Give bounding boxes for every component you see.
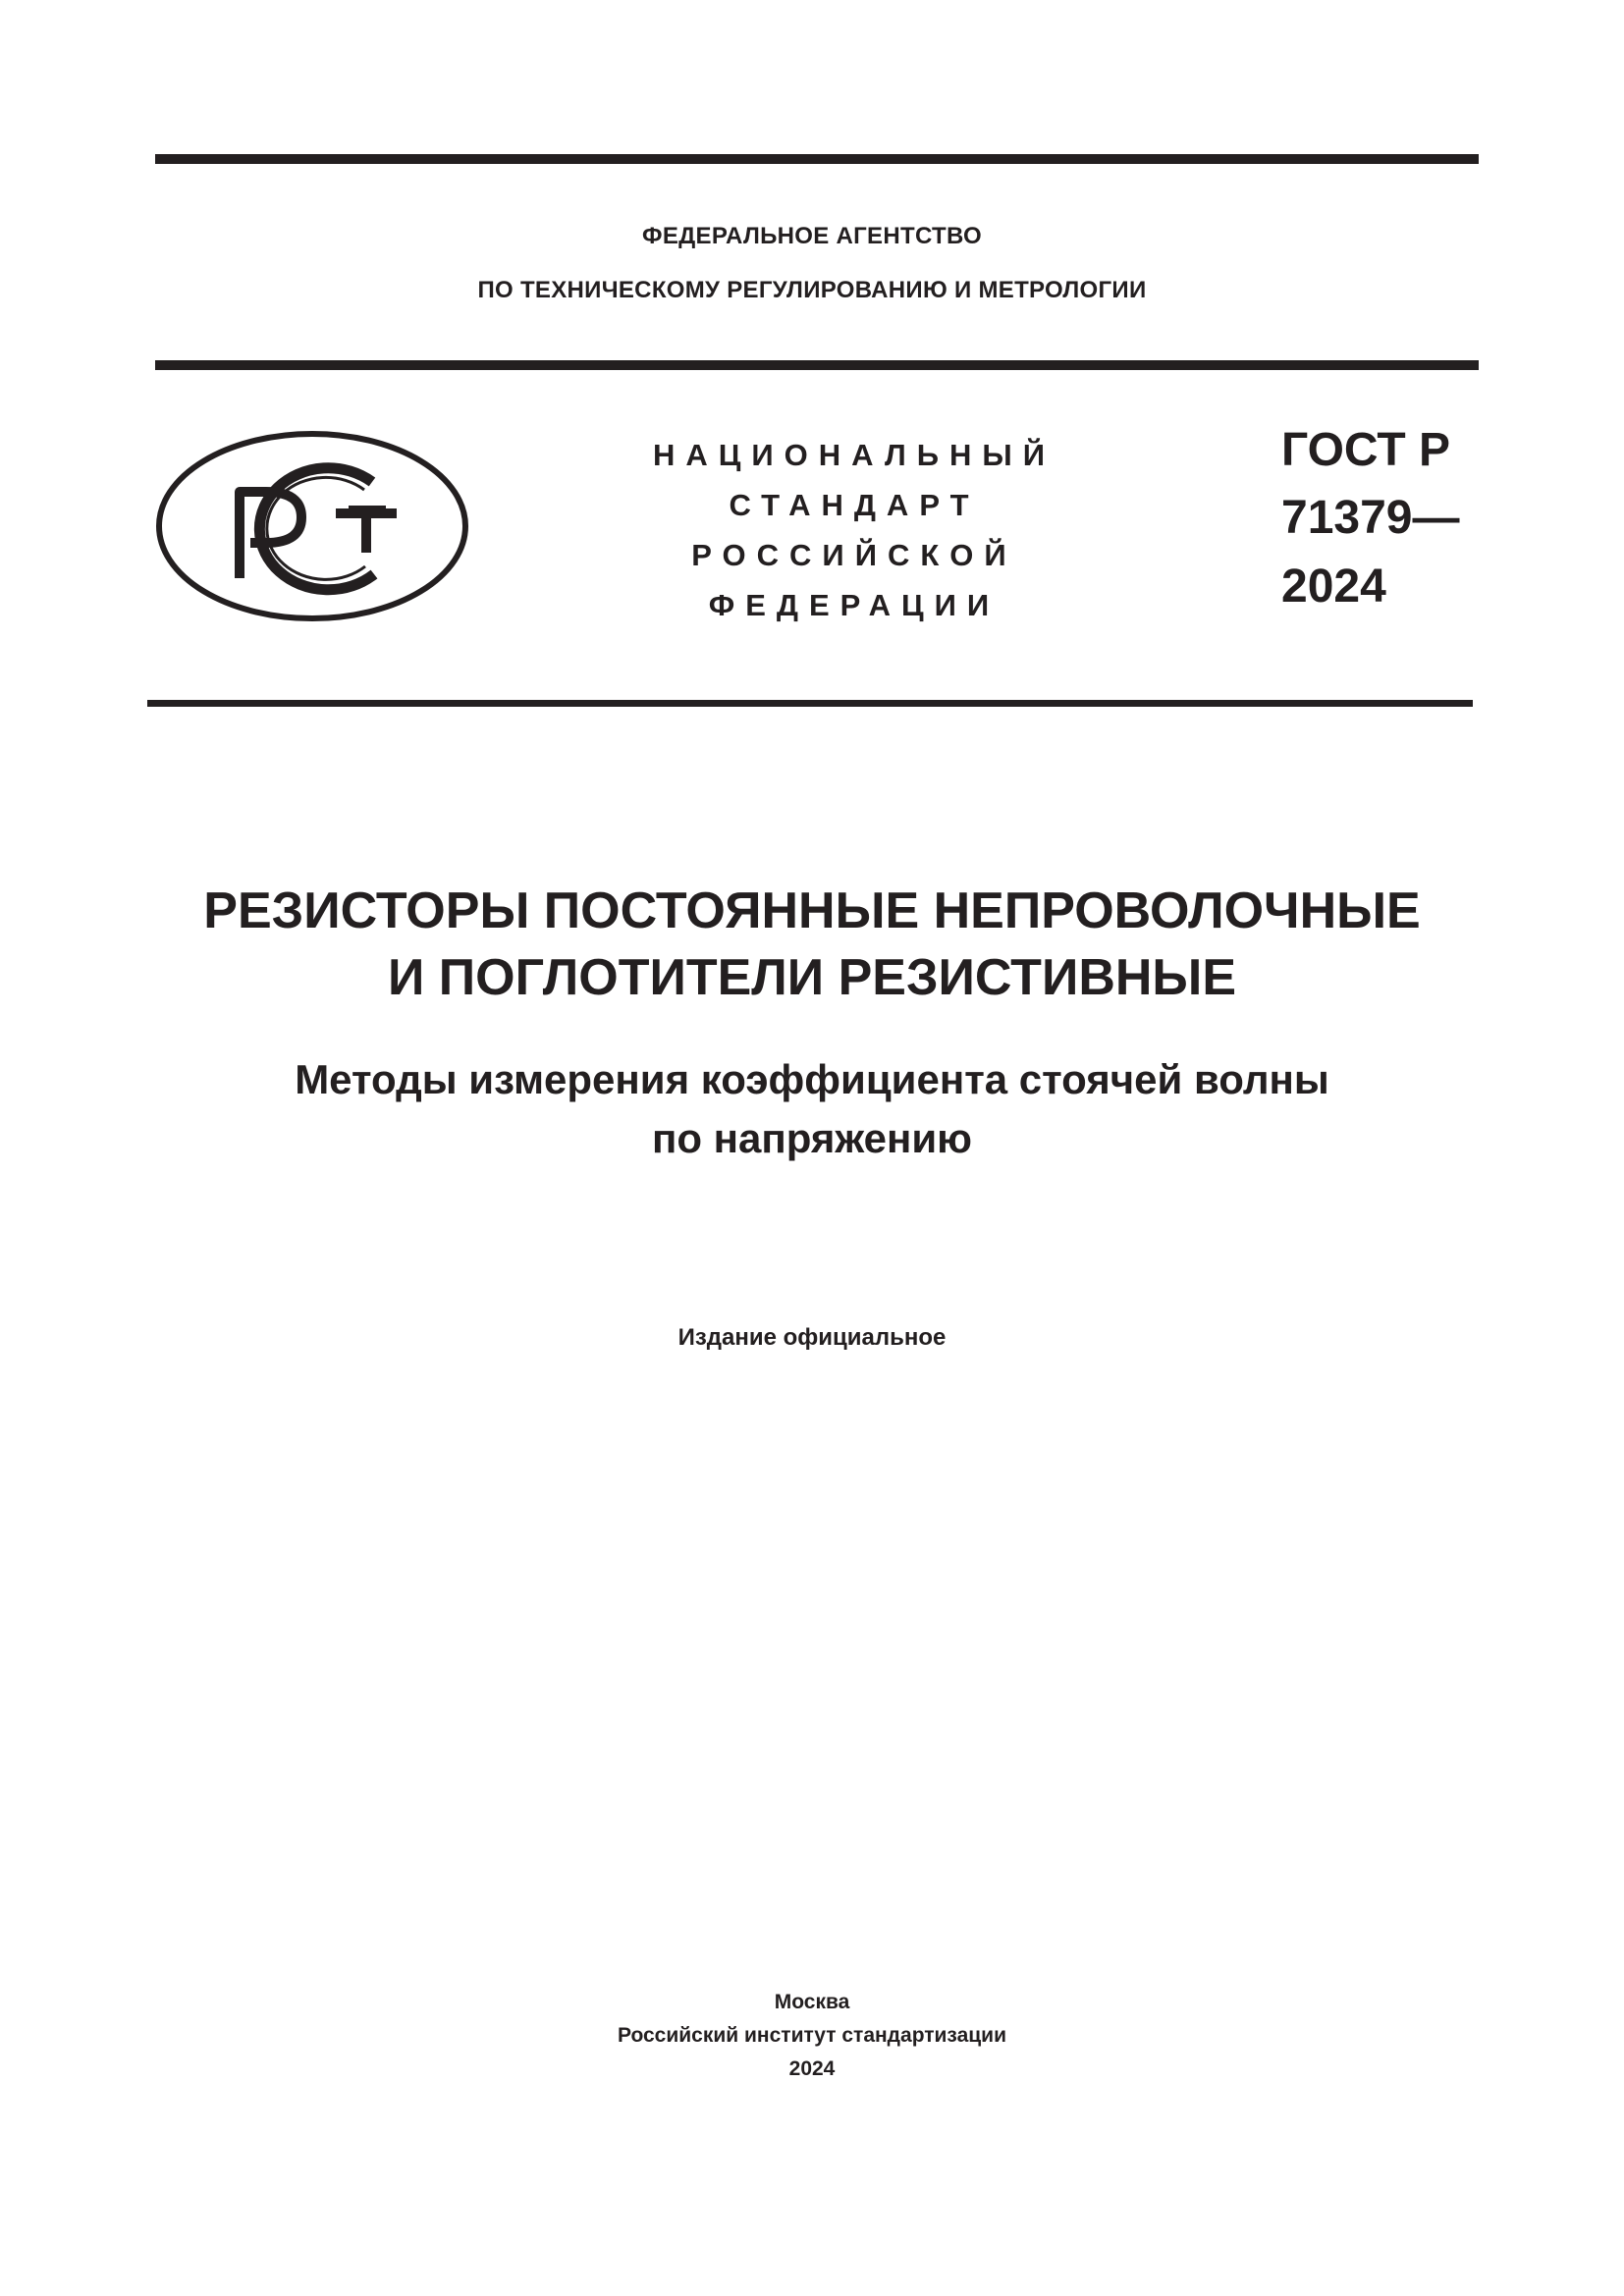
imprint-publisher: Российский институт стандартизации — [617, 2024, 1007, 2047]
national-standard-line-2: СТАНДАРТ — [729, 488, 980, 522]
agency-name-line-2: ПО ТЕХНИЧЕСКОМУ РЕГУЛИРОВАНИЮ И МЕТРОЛОГИИ — [477, 277, 1147, 303]
standard-designation-line-3: 2024 — [1281, 561, 1386, 613]
document-subtitle-line-1: Методы измерения коэффициента стоячей волны — [295, 1056, 1329, 1102]
document-subtitle-line-2: по напряжению — [651, 1115, 973, 1161]
rst-certification-mark-icon — [156, 431, 468, 621]
imprint-year: 2024 — [788, 2057, 836, 2080]
agency-name-line-1: ФЕДЕРАЛЬНОЕ АГЕНТСТВО — [642, 223, 982, 249]
standard-designation-line-2: 71379— — [1281, 492, 1460, 544]
edition-note: Издание официальное — [677, 1324, 947, 1351]
national-standard-line-4: ФЕДЕРАЦИИ — [708, 588, 1001, 622]
top-divider — [155, 154, 1479, 164]
document-title-line-1: РЕЗИСТОРЫ ПОСТОЯННЫЕ НЕПРОВОЛОЧНЫЕ — [203, 882, 1421, 939]
standard-designation-line-1: ГОСТ Р — [1281, 424, 1451, 476]
national-standard-line-1: НАЦИОНАЛЬНЫЙ — [652, 438, 1056, 472]
title-block-divider — [147, 700, 1473, 707]
imprint-city: Москва — [774, 1991, 850, 2013]
header-divider — [155, 360, 1479, 370]
document-title-line-2: И ПОГЛОТИТЕЛИ РЕЗИСТИВНЫЕ — [387, 949, 1237, 1006]
national-standard-line-3: РОССИЙСКОЙ — [691, 538, 1017, 572]
